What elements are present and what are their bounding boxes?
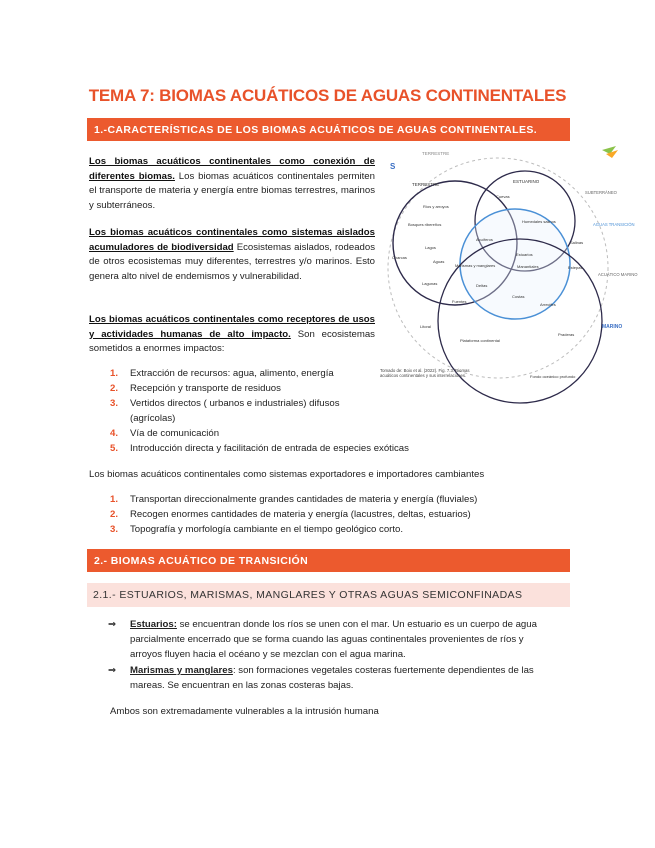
top-circle-label: ESTUARINO: [513, 179, 540, 184]
node-8: Estuarios: [516, 252, 533, 257]
node-19: Litoral: [420, 324, 431, 329]
estuarios-lead: Estuarios:: [130, 619, 177, 630]
section2-heading: 2.- BIOMAS ACUÁTICO DE TRANSICIÓN: [87, 549, 570, 572]
exporters-intro: Los biomas acuáticos continentales como sistemas exportadores e importadores cambiantes: [89, 469, 485, 480]
section2-1-heading: 2.1.- ESTUARIOS, MARISMAS, MANGLARES Y OTRAS AGUAS SEMICONFINADAS: [87, 583, 570, 607]
node-5: Aguas: [433, 259, 445, 264]
node-10: Lagunas: [422, 281, 438, 286]
node-3: Humedales salinos: [522, 219, 556, 224]
node-6: Charcas: [392, 255, 407, 260]
paragraph-connection: [89, 155, 375, 213]
top-label: TERRESTRE: [422, 151, 450, 156]
paragraph-connection-lead: Los biomas acuáticos continentales como conexión de diferentes biomas.: [89, 156, 375, 182]
node-7: Acuíferos: [476, 237, 493, 242]
impacts-list: [110, 366, 410, 456]
node-18: Arrecifes: [540, 302, 556, 307]
paragraph-isolated-body: Ecosistemas aislados, rodeados de otros ecosistemas muy diferentes, terrestres y/o marinos. Esto genera alto nivel de endemismos y vulnerabilidad.: [89, 241, 375, 282]
right-label-1: AGUAS TRANSICIÓN: [593, 222, 635, 227]
node-20: Plataforma continental: [460, 338, 500, 343]
node-16: Costas: [512, 294, 525, 299]
paragraph-connection-body: Los biomas acuáticos continentales permiten el transporte de materia y energía entre biomas terrestres, marinos y subterráneos.: [89, 170, 375, 211]
list-item: 3. Topografía y morfología cambiante en el tiempo geológico corto.: [110, 524, 404, 535]
node-12: Deltas: [476, 283, 488, 288]
list-item: 2. Recepción y transporte de residuos: [110, 383, 281, 394]
bottom-right-label: MARINO: [602, 324, 623, 330]
list-item: 3. Vertidos directos ( urbanos e industriales) difusos: [110, 398, 340, 409]
node-13: Fuentes: [452, 299, 467, 304]
node-4: Lagos: [425, 245, 436, 250]
marismas-item: [108, 663, 558, 693]
marismas-text: [130, 663, 558, 693]
estuarios-body: se encuentran donde los ríos se unen con el mar. Un estuario es un cuerpo de agua parcialmente encerrado que se forma cuando las aguas continentales provenientes de ríos y arroyos fluyen hacia el océano y se mezclan con el agua marina.: [130, 619, 537, 660]
list-item: 1. Extracción de recursos: agua, alimento, energía: [110, 368, 334, 379]
exporters-list: [110, 492, 570, 537]
biomes-diagram: [380, 146, 638, 401]
right-label-0: SUBTERRÁNEO: [585, 190, 617, 195]
left-circle-label: TERRESTRE: [412, 182, 440, 187]
node-14: Salinas: [570, 240, 584, 245]
node-9: Marismas y manglares: [455, 263, 496, 268]
section1-heading: 1.-CARACTERÍSTICAS DE LOS BIOMAS ACUÁTICOS DE AGUAS CONTINENTALES.: [87, 118, 570, 141]
marismas-lead: Marismas y manglares: [130, 665, 233, 676]
closing-text: Ambos son extremadamente vulnerables a la intrusión humana: [110, 706, 379, 717]
paragraph-receptors: [89, 313, 375, 357]
node-2: Cuevas: [496, 194, 510, 199]
node-1: Bosques ribereños: [408, 222, 442, 227]
paragraph-receptors-body: Son ecosistemas sometidos a enormes impactos:: [89, 328, 375, 354]
list-item: 5. Introducción directa y facilitación de entrada de especies exóticas: [110, 443, 409, 454]
list-item: 2. Recogen enormes cantidades de materia y energía (lacustres, deltas, estuarios): [110, 509, 471, 520]
arrow-icon: ⇒: [108, 619, 117, 630]
estuarios-item: [108, 617, 558, 662]
right-label-2: ACUÁTICO MARINO: [598, 272, 638, 277]
estuarios-text: [130, 617, 558, 662]
paragraph-isolated: [89, 226, 375, 284]
list-item: (agrícolas): [130, 413, 176, 424]
list-item: 4. Vía de comunicación: [110, 428, 220, 439]
node-17: Praderas: [558, 332, 575, 337]
diagram-letter: S: [390, 162, 396, 171]
marismas-body: : son formaciones vegetales costeras fuertemente dependientes de las mareas. Se encuentran en las zonas costeras bajas.: [130, 665, 534, 691]
node-15: Estepas: [568, 265, 583, 270]
arrow-icon: ⇒: [108, 665, 117, 676]
diagram-caption: Tomado de: Boix et al. (2022). Fig. 7.3. Biomas acuáticos continentales y sus interrelaciones.: [380, 368, 470, 379]
list-item: 1. Transportan direccionalmente grandes cantidades de materia y energía (fluviales): [110, 494, 478, 505]
paragraph-receptors-lead: Los biomas acuáticos continentales como receptores de usos y actividades humanas de alto impacto.: [89, 314, 375, 340]
page-title: TEMA 7: BIOMAS ACUÁTICOS DE AGUAS CONTINENTALES: [88, 86, 567, 105]
diagram-caption-wrap: [380, 368, 480, 400]
node-21: Fondo oceánico profundo: [530, 374, 576, 379]
node-11: Manantiales: [517, 264, 539, 269]
paragraph-isolated-lead: Los biomas acuáticos continentales como sistemas aislados acumuladores de biodiversidad: [89, 227, 375, 253]
node-0: Ríos y arroyos: [423, 204, 449, 209]
